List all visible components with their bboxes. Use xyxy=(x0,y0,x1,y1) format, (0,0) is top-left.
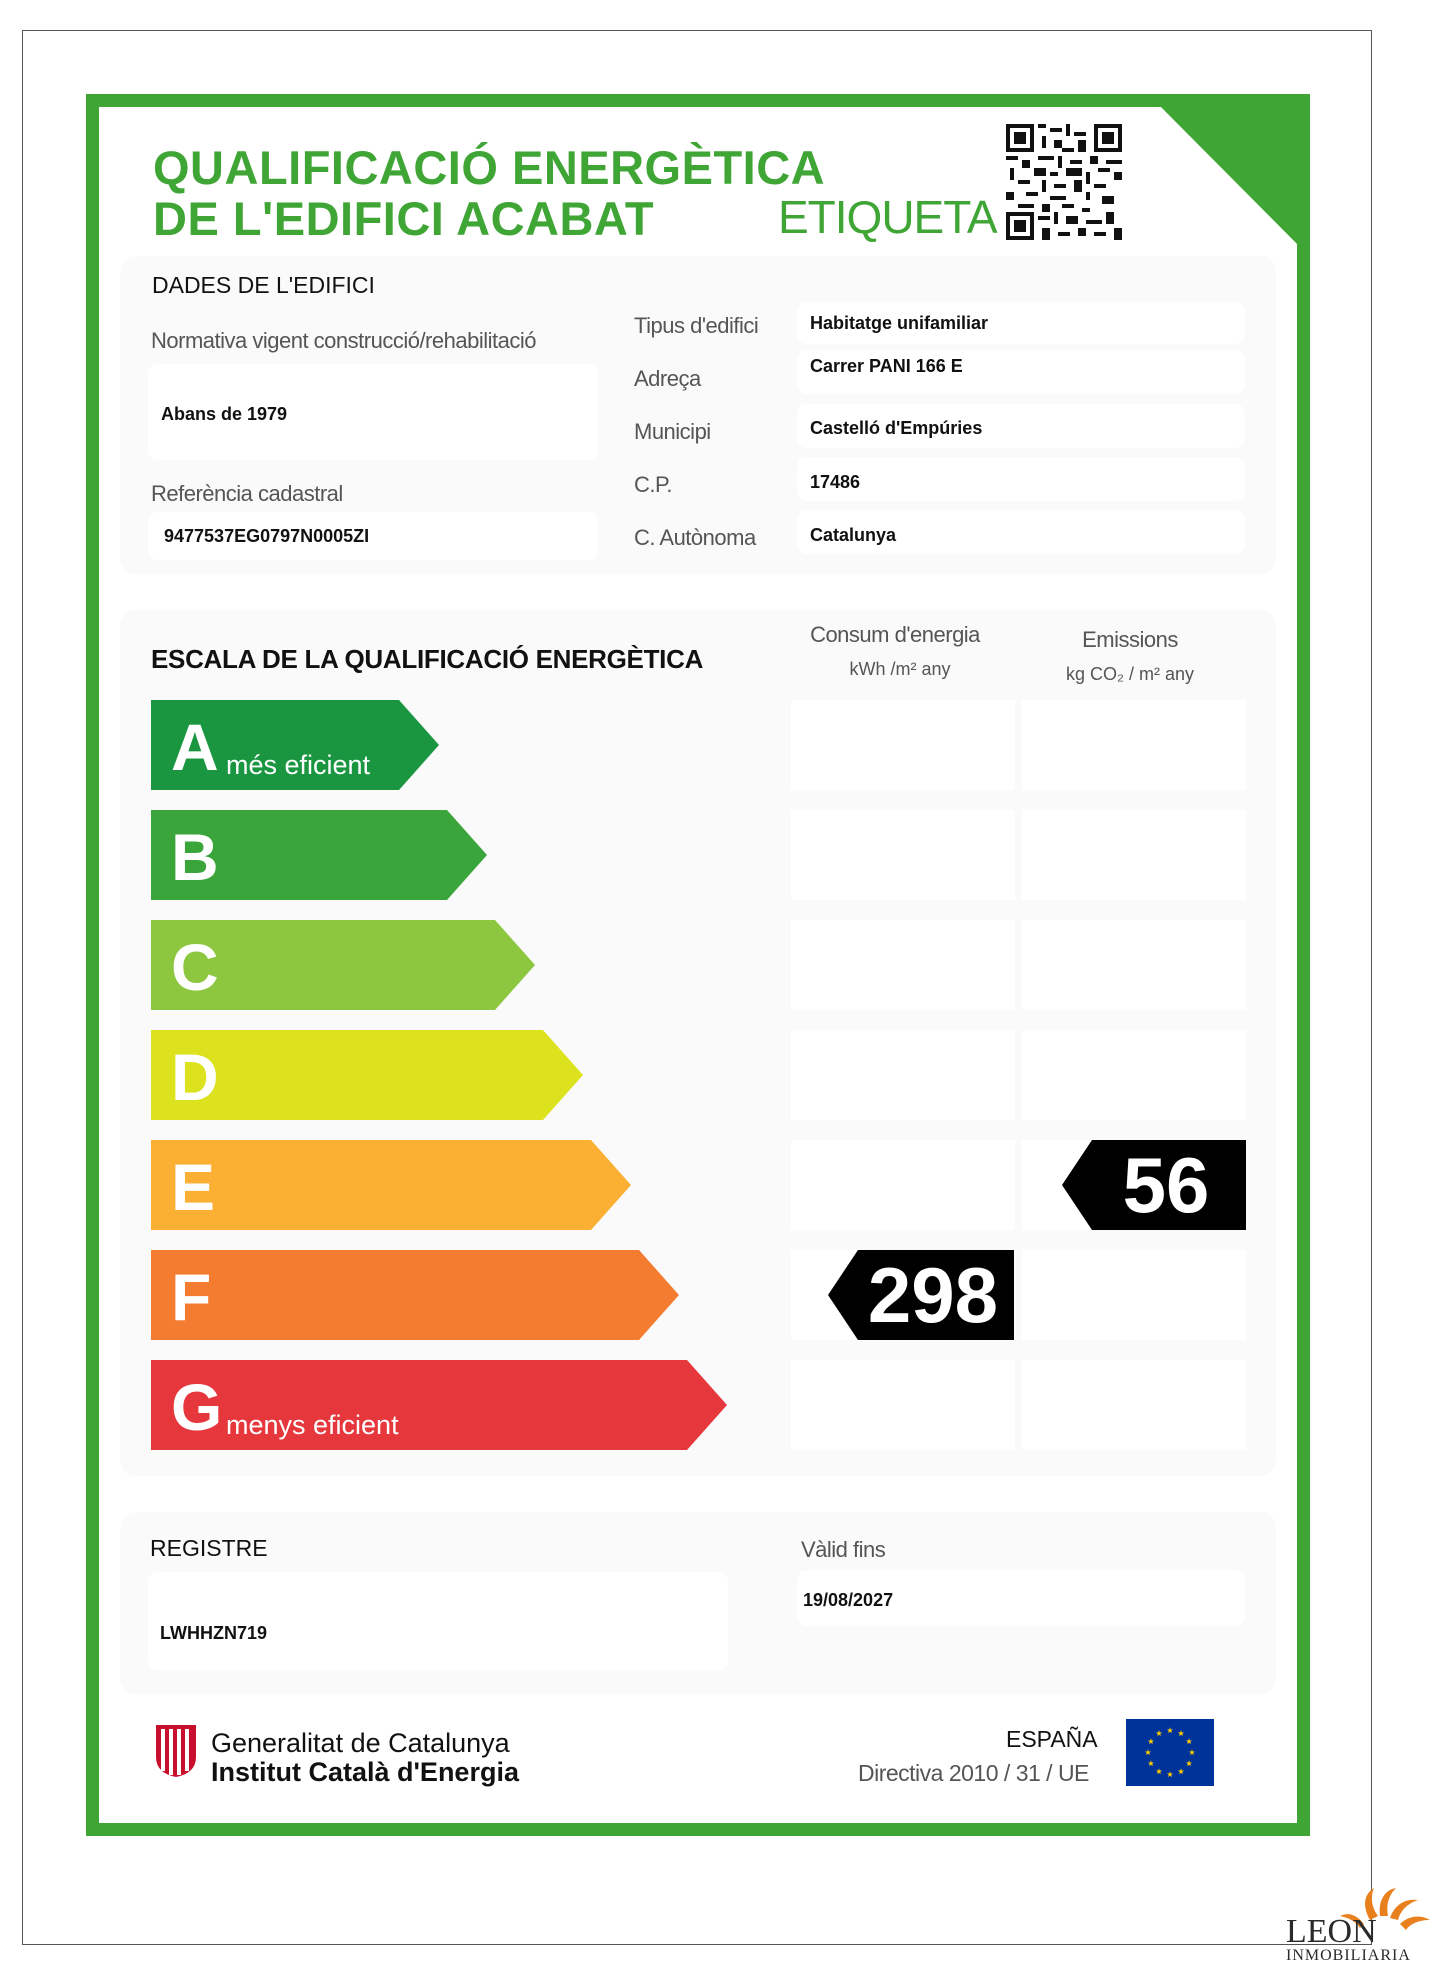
consum-value: 298 xyxy=(867,1251,999,1339)
band-arrow-e xyxy=(151,1140,631,1230)
referencia-value: 9477537EG0797N0005ZI xyxy=(164,526,370,546)
normativa-value: Abans de 1979 xyxy=(161,404,288,424)
valid-value: 19/08/2027 xyxy=(803,1590,894,1610)
band-letter-g: G xyxy=(171,1370,223,1444)
consum-cell-g xyxy=(791,1360,1015,1450)
tipus-label: Tipus d'edifici xyxy=(634,313,759,338)
emissions-value: 56 xyxy=(1122,1141,1210,1229)
band-letter-e: E xyxy=(171,1150,216,1224)
band-letter-c: C xyxy=(171,930,219,1004)
autonoma-label: C. Autònoma xyxy=(634,525,756,550)
adreca-value: Carrer PANI 166 E xyxy=(810,356,963,376)
autonoma-value: Catalunya xyxy=(810,525,897,545)
emissions-header: Emissions xyxy=(1082,627,1178,652)
band-letter-b: B xyxy=(171,820,219,894)
title-line2: DE L'EDIFICI ACABAT xyxy=(153,192,655,245)
cp-value: 17486 xyxy=(810,472,861,492)
band-letter-f: F xyxy=(171,1260,212,1334)
consum-cell-a xyxy=(791,700,1015,790)
label-type: ETIQUETA xyxy=(778,191,997,243)
tipus-value: Habitatge unifamiliar xyxy=(810,313,989,333)
band-text-g: menys eficient xyxy=(226,1410,399,1440)
title-line1: QUALIFICACIÓ ENERGÈTICA xyxy=(153,141,826,194)
emissions-cell-d xyxy=(1022,1030,1246,1120)
generalitat-emblem-icon xyxy=(152,1723,200,1779)
emissions-cell-c xyxy=(1022,920,1246,1010)
registre-label: REGISTRE xyxy=(150,1535,268,1561)
emissions-cell-b xyxy=(1022,810,1246,900)
cp-field xyxy=(797,457,1245,501)
consum-cell-e xyxy=(791,1140,1015,1230)
consum-cell-d xyxy=(791,1030,1015,1120)
building-section-title: DADES DE L'EDIFICI xyxy=(152,272,375,298)
scale-title: ESCALA DE LA QUALIFICACIÓ ENERGÈTICA xyxy=(151,644,704,674)
emissions-unit: kg CO₂ / m² any xyxy=(1065,664,1194,684)
emissions-cell-g xyxy=(1022,1360,1246,1450)
adreca-label: Adreça xyxy=(634,366,701,391)
municipi-label: Municipi xyxy=(634,419,711,444)
eu-flag-icon xyxy=(1126,1719,1214,1786)
consum-unit: kWh /m² any xyxy=(849,659,951,679)
consum-cell-b xyxy=(791,810,1015,900)
consum-cell-c xyxy=(791,920,1015,1010)
registre-value: LWHHZN719 xyxy=(160,1623,268,1643)
directive: Directiva 2010 / 31 / UE xyxy=(858,1760,1089,1786)
consum-header: Consum d'energia xyxy=(810,622,980,647)
org-line2: Institut Català d'Energia xyxy=(211,1757,519,1787)
leon-brand-text: LEON xyxy=(1286,1913,1377,1950)
referencia-label: Referència cadastral xyxy=(151,481,343,506)
leon-sub-text: INMOBILIARIA xyxy=(1286,1947,1411,1962)
normativa-label: Normativa vigent construcció/rehabilitació xyxy=(151,328,536,353)
emissions-cell-f xyxy=(1022,1250,1246,1340)
band-arrow-f xyxy=(151,1250,679,1340)
cp-label: C.P. xyxy=(634,472,672,497)
band-letter-a: A xyxy=(171,710,219,784)
municipi-value: Castelló d'Empúries xyxy=(810,418,983,438)
band-text-a: més eficient xyxy=(226,750,371,780)
org-line1: Generalitat de Catalunya xyxy=(211,1728,510,1758)
band-letter-d: D xyxy=(171,1040,219,1114)
corner-triangle xyxy=(1148,94,1310,257)
emissions-cell-a xyxy=(1022,700,1246,790)
leon-inmobiliaria-logo xyxy=(1278,1876,1440,1962)
registre-field xyxy=(148,1572,728,1670)
qr-code-icon xyxy=(1006,124,1122,240)
valid-label: Vàlid fins xyxy=(801,1537,886,1562)
country: ESPAÑA xyxy=(1006,1726,1098,1752)
